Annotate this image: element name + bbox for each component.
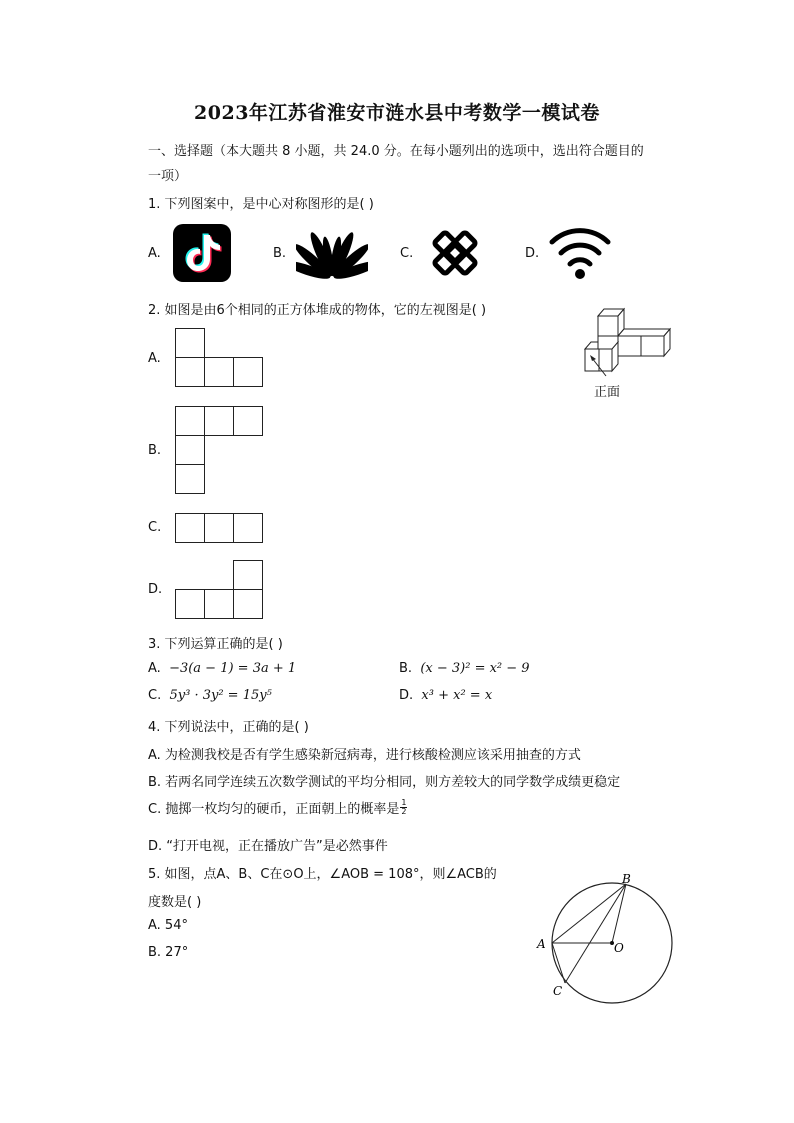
q4-option-b: B. 若两名同学连续五次数学测试的平均分相同，则方差较大的同学数学成绩更稳定 bbox=[148, 775, 621, 790]
q2-option-b-label: B. bbox=[148, 443, 162, 458]
q5-option-b: B. 27° bbox=[148, 945, 189, 960]
q2-option-c-label: C. bbox=[148, 520, 162, 535]
q2-option-a-view bbox=[175, 328, 262, 386]
section-heading-line2: 一项） bbox=[148, 169, 188, 184]
q3-option-d bbox=[399, 688, 492, 703]
q2-option-b-view bbox=[175, 406, 262, 493]
point-b-label: B bbox=[622, 872, 631, 886]
q1-option-d-label: D. bbox=[525, 246, 540, 261]
q4-option-a: A. 为检测我校是否有学生感染新冠病毒，进行核酸检测应该采用抽查的方式 bbox=[148, 748, 581, 763]
q3-option-d-letter: D. bbox=[399, 688, 414, 703]
segment-ab bbox=[552, 884, 626, 943]
point-o-label: O bbox=[614, 941, 624, 955]
q2-option-a-label: A. bbox=[148, 351, 161, 366]
q1-option-b-label: B. bbox=[273, 246, 287, 261]
wifi-icon bbox=[548, 222, 612, 286]
q5-stem-line2: 度数是( ) bbox=[148, 895, 202, 910]
q4-stem: 4. 下列说法中，正确的是( ) bbox=[148, 720, 309, 735]
tiktok-icon bbox=[173, 224, 231, 286]
q3-option-c bbox=[148, 688, 272, 703]
q1-stem: 1. 下列图案中，是中心对称图形的是( ) bbox=[148, 197, 374, 212]
cube-stack-figure bbox=[580, 303, 680, 382]
point-a-label: A bbox=[537, 937, 546, 951]
fraction-denominator: 2 bbox=[401, 807, 407, 816]
q4-option-c-fraction bbox=[400, 799, 407, 816]
q3-option-a bbox=[148, 661, 296, 676]
q2-option-d-label: D. bbox=[148, 582, 163, 597]
segment-ac bbox=[552, 943, 565, 983]
q2-option-d-view bbox=[175, 560, 262, 618]
q2-option-c-view bbox=[175, 513, 262, 542]
figure-front-label: 正面 bbox=[594, 385, 621, 400]
q3-option-a-letter: A. bbox=[148, 661, 161, 676]
point-c-label: C bbox=[553, 984, 563, 998]
q5-option-a: A. 54° bbox=[148, 918, 188, 933]
q5-stem-line1: 5. 如图，点A、B、C在⊙O上，∠AOB = 108°，则∠ACB的 bbox=[148, 867, 497, 882]
knot-logo-icon bbox=[422, 222, 488, 288]
circle-figure bbox=[530, 868, 680, 1012]
q2-stem: 2. 如图是由6个相同的正方体堆成的物体，它的左视图是( ) bbox=[148, 303, 487, 318]
q4-option-c bbox=[148, 798, 407, 817]
q4-option-d: D. “打开电视，正在播放广告”是必然事件 bbox=[148, 839, 388, 854]
q1-option-a-label: A. bbox=[148, 246, 161, 261]
huawei-icon bbox=[296, 226, 368, 284]
q3-stem: 3. 下列运算正确的是( ) bbox=[148, 637, 283, 652]
q4-option-c-text: C. 抛掷一枚均匀的硬币，正面朝上的概率是 bbox=[148, 802, 400, 817]
q1-option-c-label: C. bbox=[400, 246, 414, 261]
q3-option-d-expr: x³ + x² = x bbox=[421, 688, 493, 703]
q3-option-c-letter: C. bbox=[148, 688, 162, 703]
q3-option-b-expr: (x − 3)² = x² − 9 bbox=[420, 661, 530, 676]
q3-option-b-letter: B. bbox=[399, 661, 413, 676]
segment-cb bbox=[565, 884, 626, 983]
q3-option-b bbox=[399, 661, 530, 676]
q3-option-a-expr: −3(a − 1) = 3a + 1 bbox=[169, 661, 297, 676]
page-title: 2023年江苏省淮安市涟水县中考数学一模试卷 bbox=[194, 102, 600, 124]
fraction-numerator: 1 bbox=[401, 798, 407, 807]
section-heading-line1: 一、选择题（本大题共 8 小题，共 24.0 分。在每小题列出的选项中，选出符合题目的 bbox=[148, 144, 644, 159]
q3-option-c-expr: 5y³ · 3y² = 15y⁵ bbox=[169, 688, 272, 703]
